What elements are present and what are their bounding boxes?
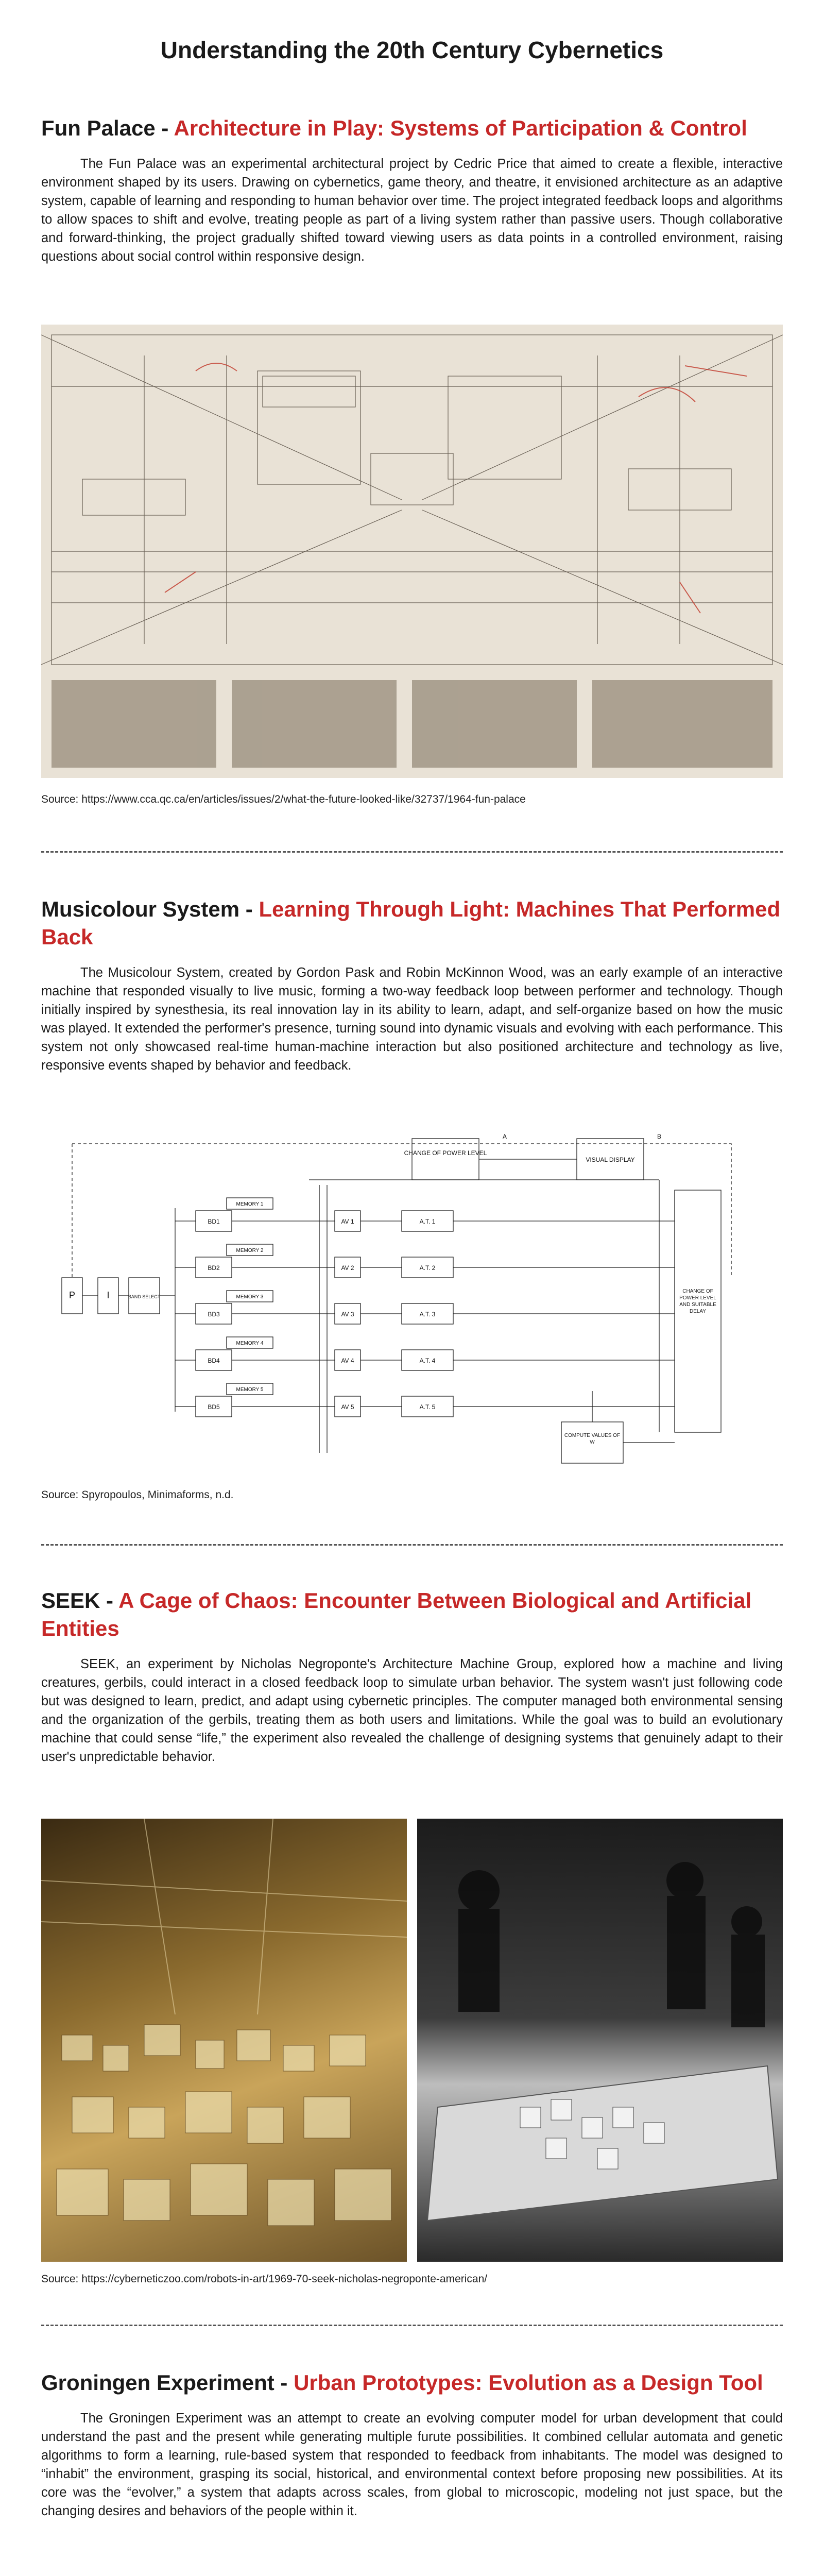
diagram-label: A.T. 5 (419, 1403, 436, 1411)
diagram-label: MEMORY 5 (236, 1387, 264, 1393)
diagram-label: BD4 (208, 1357, 220, 1364)
diagram-label: COMPUTE VALUES OF W (564, 1433, 621, 1445)
diagram-label: AV 2 (341, 1264, 354, 1272)
diagram-label: CHANGE OF POWER LEVEL (404, 1149, 487, 1157)
diagram-label: AV 4 (341, 1357, 354, 1364)
page-title: Understanding the 20th Century Cybernetics (160, 37, 664, 63)
section-heading: Fun Palace - Architecture in Play: Systems of Participation & Control (41, 116, 747, 140)
section-body: The Fun Palace was an experimental architectural project by Cedric Price that aimed to create a flexible, interactive environment shaped by its users. Drawing on cybernetics, game theory, and theatre, it envisioned architecture as an adaptive system, capable of learning and responding to human behavior over time. The project integrated feedback loops and algorithms to allow spaces to shift and evolve, treating people as part of a living system rather than passive users. Though collaborative and forward-thinking, the project gradually shifted toward viewing users as data points in a controlled environment, raising questions about social control within responsive design. (41, 157, 783, 264)
diagram-label: A.T. 4 (419, 1357, 436, 1364)
diagram-label: I (107, 1290, 110, 1300)
seek-photo-cubes (41, 1819, 407, 2262)
diagram-label: BD1 (208, 1218, 220, 1225)
diagram-label: MEMORY 2 (236, 1248, 264, 1253)
diagram-label: AV 3 (341, 1311, 354, 1318)
diagram-label: BD5 (208, 1403, 220, 1411)
diagram-label: B (657, 1133, 662, 1140)
section-heading: Musicolour System - Learning Through Light: Machines That Performed Back (41, 897, 781, 949)
section-name: Fun Palace (41, 116, 156, 140)
section-heading: Groningen Experiment - Urban Prototypes: Evolution as a Design Tool (41, 2370, 763, 2395)
section-subtitle: A Cage of Chaos: Encounter Between Biological and Artificial Entities (41, 1588, 752, 1640)
diagram-label: CHANGE OF POWER LEVEL AND SUITABLE DELAY (679, 1289, 716, 1314)
diagram-label: BD3 (208, 1311, 220, 1318)
image-source: Source: Spyropoulos, Minimaforms, n.d. (41, 1489, 234, 1501)
diagram-label: AV 1 (341, 1218, 354, 1225)
diagram-label: MEMORY 1 (236, 1201, 264, 1207)
diagram-label: VISUAL DISPLAY (586, 1156, 635, 1163)
section-body: The Groningen Experiment was an attempt to create an evolving computer model for urban development that could understand the past and the present while generating multiple furute possibilities. It combined cellular automata and genetic algorithms to form a learning, rule-based system that responded to feedback from inhabitants. The model was designed to “inhabit” the environment, grasping its social, historical, and environmental context before proposing new possibilities. At its core was the “evolver,” a system that adapts across scales, from global to microscopic, modeling not just space, but the changing desires and behaviors of the people within it. (41, 2411, 783, 2518)
section-groningen (41, 2369, 783, 2520)
diagram-label: BD2 (208, 1264, 220, 1272)
section-name: SEEK (41, 1588, 100, 1613)
diagram-label: A.T. 2 (419, 1264, 436, 1272)
section-subtitle: Learning Through Light: Machines That Performed Back (41, 897, 781, 949)
section-subtitle: Architecture in Play: Systems of Participation & Control (174, 116, 747, 140)
diagram-label: P (68, 1290, 76, 1300)
section-divider (41, 851, 783, 853)
section-divider (41, 2325, 783, 2326)
seek-photo-exhibition (417, 1819, 783, 2262)
section-musicolour (41, 895, 783, 1075)
section-body: SEEK, an experiment by Nicholas Negroponte's Architecture Machine Group, explored how a machine and living creatures, gerbils, could interact in a closed feedback loop to simulate urban behavior. The system wasn't just following code but was designed to learn, predict, and adapt using cybernetic principles. The computer managed both environmental sensing and the organization of the gerbils, treating them as both users and limitations. While the goal was to build an evolutionary machine that could sense “life,” the experiment also revealed the challenge of designing systems that genuinely adapt to their user's unpredictable behavior. (41, 1657, 783, 1764)
section-heading: SEEK - A Cage of Chaos: Encounter Between Biological and Artificial Entities (41, 1588, 752, 1640)
diagram-label: A (502, 1133, 507, 1140)
diagram-label: A.T. 3 (419, 1311, 436, 1318)
diagram-label: AV 5 (341, 1403, 354, 1411)
musicolour-diagram (41, 1123, 783, 1473)
section-divider (41, 1544, 783, 1546)
fun-palace-drawing (41, 325, 783, 778)
section-name: Musicolour System (41, 897, 240, 921)
section-body: The Musicolour System, created by Gordon Pask and Robin McKinnon Wood, was an early example of an interactive machine that responded visually to live music, forming a two-way feedback loop between performer and technology. Though initially inspired by synesthesia, its real innovation lay in its ability to learn, adapt, and self-organize based on how the music was played. It extended the performer's presence, turning sound into dynamic visuals and evolving with each performance. This system not only showcased real-time human-machine interaction but also positioned architecture and technology as live, responsive events shaped by behavior and feedback. (41, 965, 783, 1073)
section-fun-palace (41, 114, 783, 266)
diagram-label: BAND SELECT (128, 1294, 161, 1299)
diagram-label: MEMORY 4 (236, 1341, 264, 1346)
image-source: Source: https://cyberneticzoo.com/robots-in-art/1969-70-seek-nicholas-negroponte-american/ (41, 2273, 488, 2285)
section-name: Groningen Experiment (41, 2370, 274, 2395)
section-subtitle: Urban Prototypes: Evolution as a Design Tool (294, 2370, 763, 2395)
diagram-label: MEMORY 3 (236, 1294, 264, 1300)
section-seek (41, 1587, 783, 1766)
diagram-label: A.T. 1 (419, 1218, 436, 1225)
image-source: Source: https://www.cca.qc.ca/en/articles/issues/2/what-the-future-looked-like/32737/1964-fun-palace (41, 793, 526, 805)
